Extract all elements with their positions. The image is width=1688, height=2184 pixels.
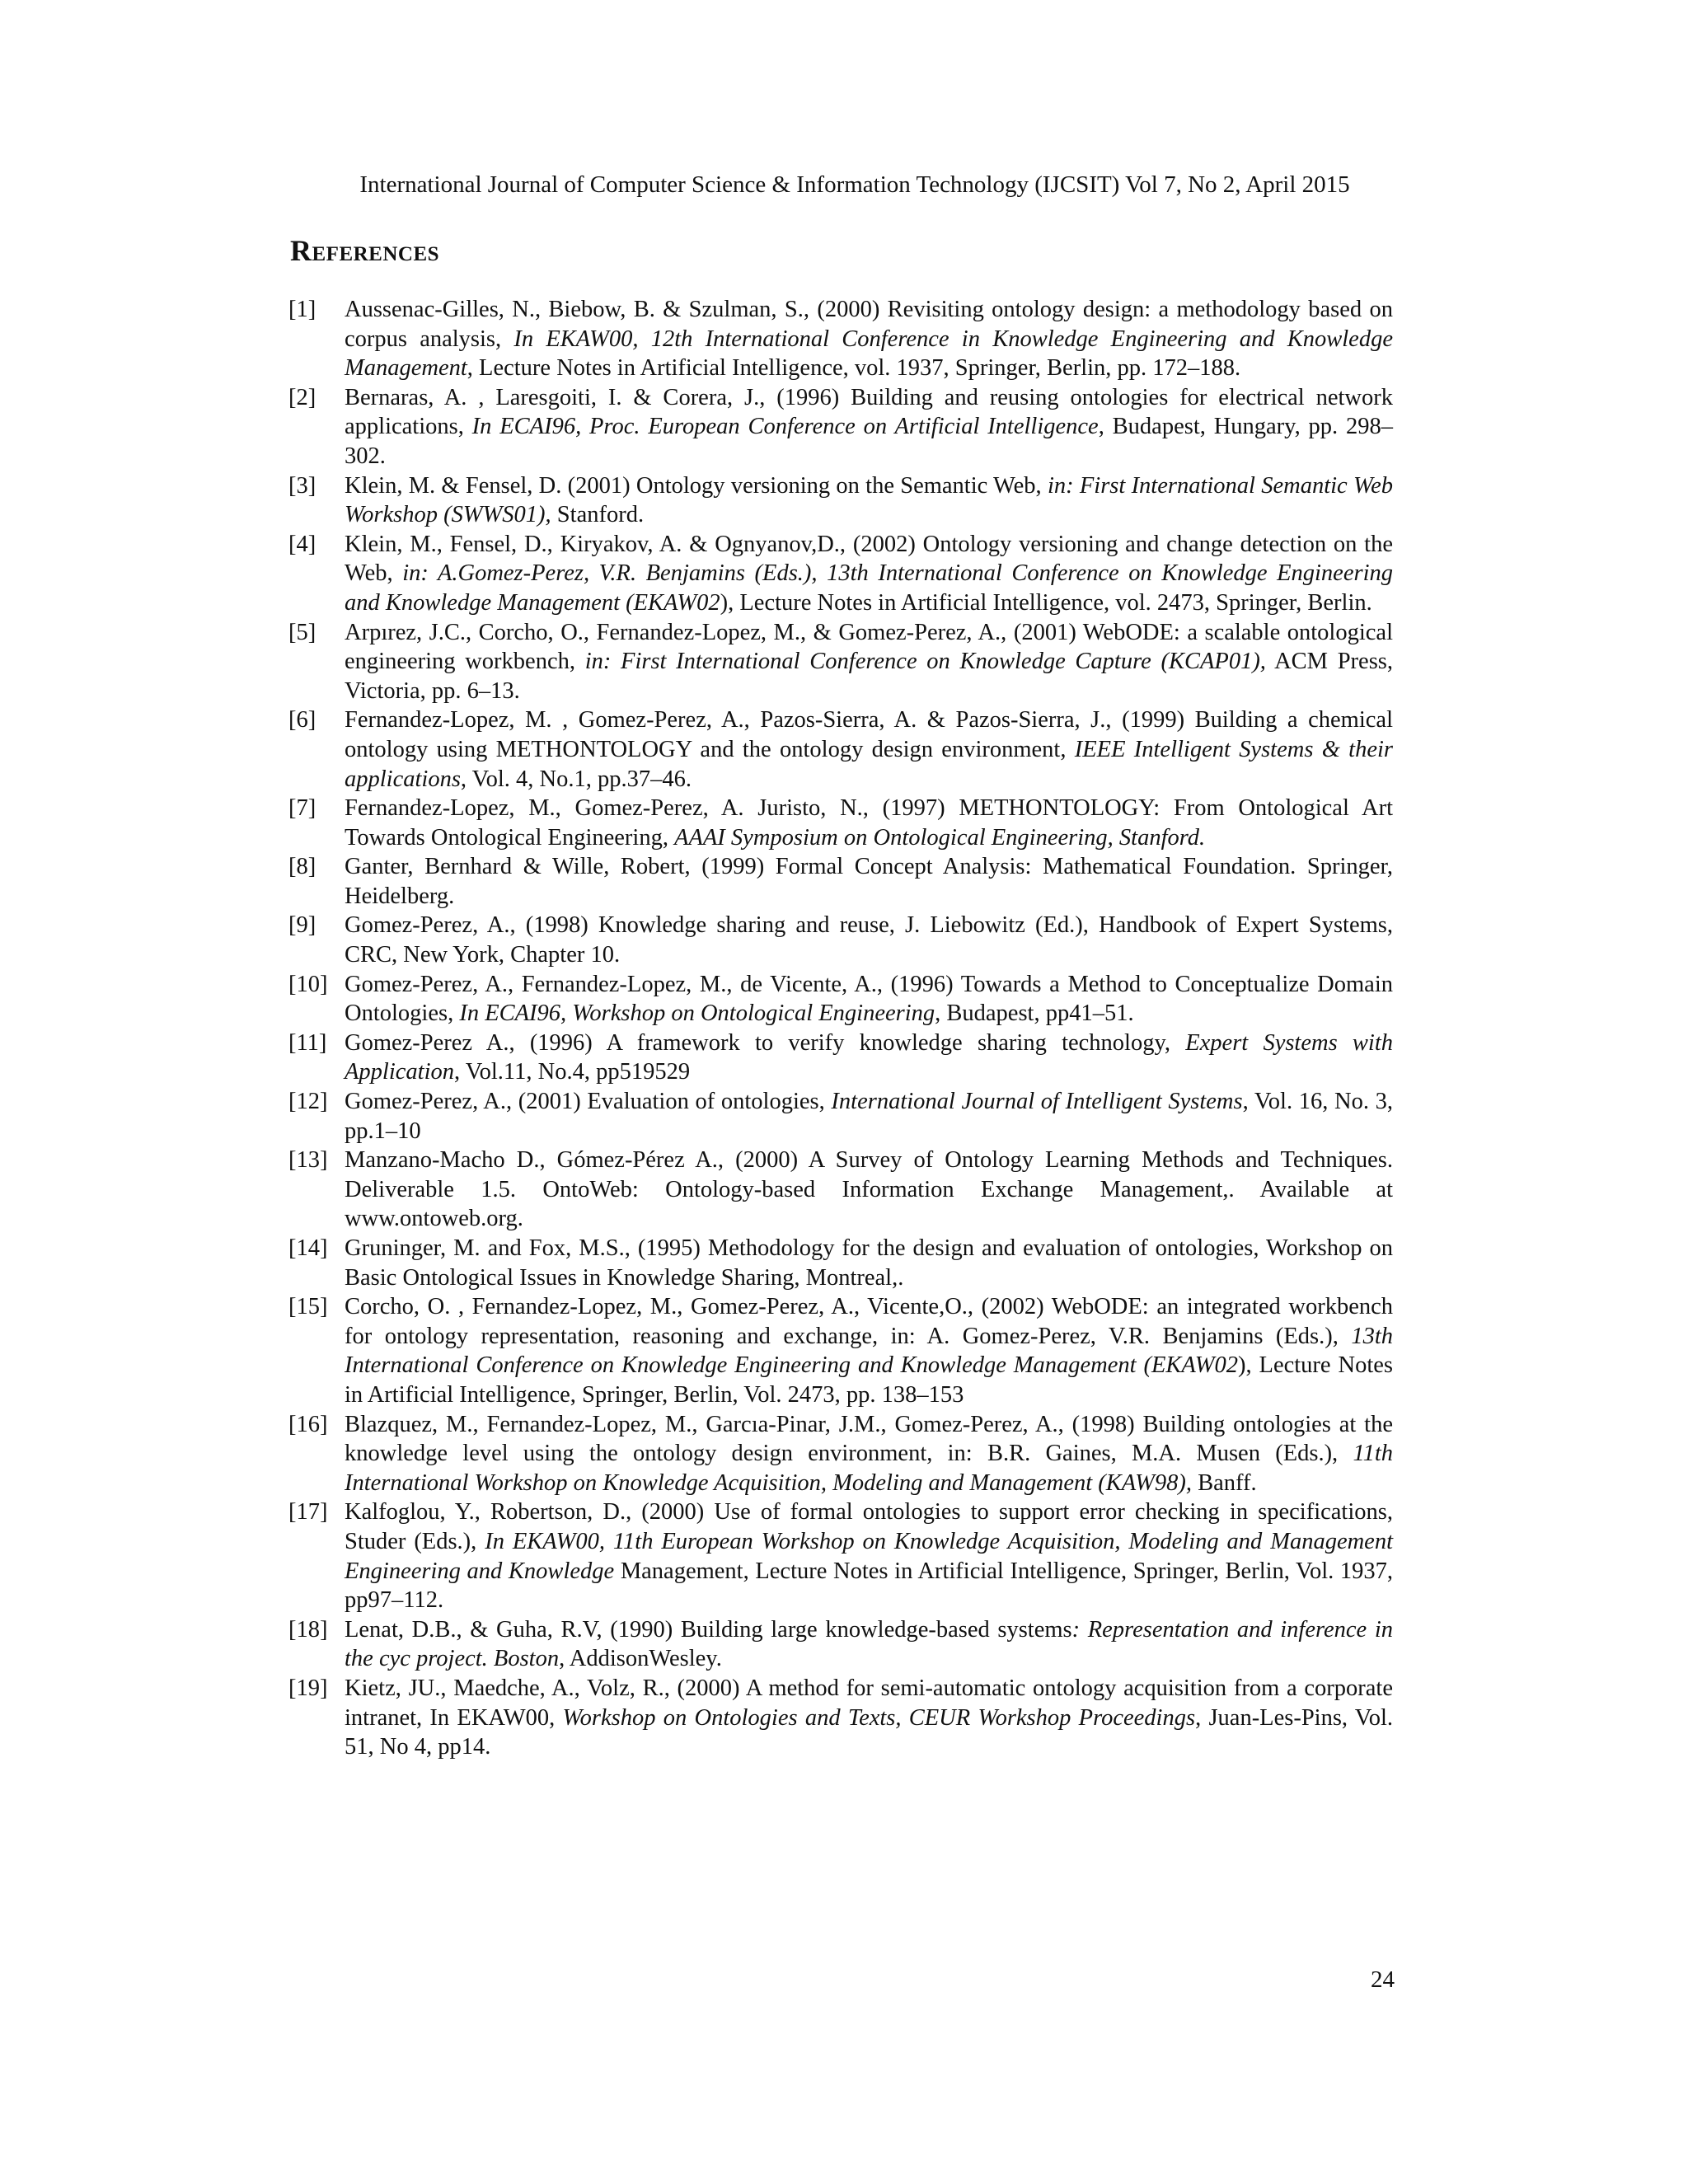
reference-italic-segment: Workshop on Ontologies and Texts, CEUR Workshop Proceedings — [562, 1704, 1196, 1731]
reference-segment: ACM Press, Victoria, pp. 6–13. — [345, 649, 1393, 704]
section-heading-references: References — [290, 234, 440, 267]
reference-italic-segment: : Representation and inference in the cyc project. Boston — [345, 1616, 1393, 1672]
reference-italic-segment: AAAI Symposium on Ontological Engineering, Stanford. — [674, 824, 1206, 851]
reference-number: [2] — [288, 384, 316, 410]
reference-number: [4] — [288, 531, 316, 557]
reference-segment: Banff. — [1192, 1469, 1257, 1496]
reference-italic-segment: in: First International Conference on Knowledge Capture (KCAP01), — [584, 649, 1266, 675]
reference-item — [288, 970, 1393, 1029]
reference-number: [5] — [288, 619, 316, 645]
reference-number: [7] — [288, 795, 316, 822]
reference-number: [9] — [288, 912, 316, 939]
reference-number: [14] — [288, 1235, 328, 1261]
reference-text — [345, 1292, 1393, 1409]
reference-number: [18] — [288, 1616, 328, 1643]
reference-segment: , AddisonWesley. — [559, 1646, 722, 1672]
reference-number: [8] — [288, 854, 316, 880]
reference-item — [288, 852, 1393, 911]
reference-text — [345, 618, 1393, 706]
reference-item — [288, 1410, 1393, 1498]
reference-item — [288, 1615, 1393, 1674]
reference-segment: Management, Lecture Notes in Artificial Intelligence, Springer, Berlin, Vol. 1937, pp97–112. — [345, 1558, 1394, 1614]
reference-segment: , Vol.11, No.4, pp519529 — [453, 1059, 691, 1085]
reference-text — [345, 1615, 1393, 1674]
reference-item — [288, 618, 1393, 706]
reference-number: [10] — [288, 971, 328, 997]
reference-segment: , Vol. 16, No. 3, pp.1–10 — [345, 1089, 1393, 1144]
reference-text — [345, 1146, 1393, 1234]
reference-segment: Kalfoglou, Y., Robertson, D., (2000) Use of formal ontologies to support error checking in specifications, Studer (Eds.), — [345, 1499, 1393, 1554]
reference-segment: Blazquez, M., Fernandez-Lopez, M., Garcıa-Pinar, J.M., Gomez-Perez, A., (1998) Building ontologies at the knowledge level using the ontology design environment, in: B.R. Gaines, M.A. Musen (Eds.), — [345, 1411, 1393, 1467]
reference-segment: Gruninger, M. and Fox, M.S., (1995) Methodology for the design and evaluation of ontologies, Workshop on Basic Ontological Issues in Knowledge Sharing, Montreal,. — [345, 1235, 1393, 1291]
reference-segment: Gomez-Perez, A., Fernandez-Lopez, M., de Vicente, A., (1996) Towards a Method to Conceptualize Domain Ontologies, — [345, 971, 1393, 1027]
reference-segment: Gomez-Perez, A., (1998) Knowledge sharing and reuse, J. Liebowitz (Ed.), Handbook of Expert Systems, CRC, New York, Chapter 10. — [345, 912, 1393, 968]
reference-number: [19] — [288, 1675, 328, 1701]
reference-text — [345, 1087, 1393, 1146]
reference-segment: , Vol. 4, No.1, pp.37–46. — [460, 766, 692, 792]
reference-italic-segment: IEEE Intelligent Systems & their applications — [345, 736, 1393, 792]
reference-segment: Gomez-Perez, A., (2001) Evaluation of ontologies, — [345, 1089, 832, 1115]
reference-item — [288, 1234, 1393, 1292]
reference-number: [15] — [288, 1294, 328, 1320]
reference-text — [345, 1029, 1393, 1087]
reference-number: [3] — [288, 472, 316, 499]
reference-list — [288, 295, 1393, 1762]
reference-item — [288, 1674, 1393, 1762]
reference-text — [345, 794, 1393, 852]
reference-italic-segment: 11th International Workshop on Knowledge Acquisition, Modeling and Management (KAW98), — [345, 1441, 1393, 1496]
reference-text — [345, 705, 1393, 794]
reference-italic-segment: In EKAW00, 11th European Workshop on Knowledge Acquisition, Modeling and Management Engineering and Knowledge — [345, 1528, 1393, 1584]
reference-number: [17] — [288, 1499, 328, 1526]
reference-italic-segment: In EKAW00, 12th International Conference in Knowledge Engineering and Knowledge Management — [345, 326, 1393, 382]
reference-segment: Fernandez-Lopez, M. , Gomez-Perez, A., Pazos-Sierra, A. & Pazos-Sierra, J., (1999) Building a chemical ontology using METHONTOLOGY and the ontology design environment, — [345, 707, 1393, 762]
reference-italic-segment: 13th International Conference on Knowledge Engineering and Knowledge Management (EKAW02 — [345, 1323, 1393, 1379]
reference-text — [345, 852, 1393, 911]
reference-segment: Corcho, O. , Fernandez-Lopez, M., Gomez-Perez, A., Vicente,O., (2002) WebODE: an integrated workbench for ontology representation, reasoning and exchange, in: A. Gomez-Perez, V.R. Benjamins (Eds.), — [345, 1294, 1393, 1349]
reference-text — [345, 1497, 1393, 1615]
running-header: International Journal of Computer Science & Information Technology (IJCSIT) Vol 7, No 2, April 2015 — [359, 171, 1350, 198]
reference-segment: , Lecture Notes in Artificial Intelligence, vol. 1937, Springer, Berlin, pp. 172–188. — [467, 355, 1241, 382]
reference-item — [288, 1497, 1393, 1615]
reference-item — [288, 1087, 1393, 1146]
reference-text — [345, 911, 1393, 969]
reference-segment: Stanford. — [551, 502, 645, 528]
reference-segment: Manzano-Macho D., Gómez-Pérez A., (2000) A Survey of Ontology Learning Methods and Techniques. Deliverable 1.5. OntoWeb: Ontology-based Information Exchange Management,. Available at www.ontoweb.org. — [345, 1147, 1393, 1232]
reference-item — [288, 1292, 1393, 1409]
reference-item — [288, 295, 1393, 383]
reference-italic-segment: International Journal of Intelligent Systems — [831, 1089, 1243, 1115]
reference-item — [288, 911, 1393, 969]
reference-text — [345, 471, 1393, 530]
reference-number: [12] — [288, 1089, 328, 1115]
page-number: 24 — [1371, 1966, 1395, 1993]
reference-italic-segment: in: First International Semantic Web Workshop (SWWS01), — [345, 472, 1393, 528]
reference-segment: Arpırez, J.C., Corcho, O., Fernandez-Lopez, M., & Gomez-Perez, A., (2001) WebODE: a scalable ontological engineering workbench, — [345, 619, 1393, 675]
reference-text — [345, 1234, 1393, 1292]
reference-item — [288, 794, 1393, 852]
reference-segment: Aussenac-Gilles, N., Biebow, B. & Szulman, S., (2000) Revisiting ontology design: a methodology based on corpus analysis, — [345, 297, 1393, 352]
reference-segment: Fernandez-Lopez, M., Gomez-Perez, A. Juristo, N., (1997) METHONTOLOGY: From Ontological Art Towards Ontological Engineering, — [345, 795, 1393, 851]
reference-segment: ), Lecture Notes in Artificial Intelligence, Springer, Berlin, Vol. 2473, pp. 138–153 — [345, 1352, 1393, 1408]
reference-text — [345, 1410, 1393, 1498]
reference-text — [345, 295, 1393, 383]
reference-text — [345, 970, 1393, 1029]
reference-segment: Lenat, D.B., & Guha, R.V, (1990) Building large knowledge-based systems — [345, 1616, 1072, 1643]
reference-number: [6] — [288, 707, 316, 733]
reference-number: [11] — [288, 1029, 327, 1056]
reference-segment: , Juan-Les-Pins, Vol. 51, No 4, pp14. — [345, 1704, 1394, 1760]
reference-italic-segment: In ECAI96, Workshop on Ontological Engineering — [459, 1001, 935, 1027]
reference-text — [345, 383, 1393, 471]
reference-text — [345, 530, 1393, 618]
reference-segment: Kietz, JU., Maedche, A., Volz, R., (2000) A method for semi-automatic ontology acquisition from a corporate intranet, In EKAW00, — [345, 1675, 1393, 1731]
reference-number: [13] — [288, 1147, 328, 1174]
reference-number: [16] — [288, 1411, 328, 1437]
reference-segment: Klein, M., Fensel, D., Kiryakov, A. & Ognyanov,D., (2002) Ontology versioning and change detection on the Web, — [345, 531, 1393, 587]
reference-number: [1] — [288, 297, 316, 322]
reference-segment: , Budapest, Hungary, pp. 298–302. — [345, 414, 1393, 469]
reference-segment: Gomez-Perez A., (1996) A framework to verify knowledge sharing technology, — [345, 1029, 1186, 1056]
reference-italic-segment: Expert Systems with Application — [345, 1029, 1394, 1085]
reference-item — [288, 705, 1393, 794]
reference-segment: Ganter, Bernhard & Wille, Robert, (1999) Formal Concept Analysis: Mathematical Foundation. Springer, Heidelberg. — [345, 854, 1393, 909]
reference-segment: ), Lecture Notes in Artificial Intelligence, vol. 2473, Springer, Berlin. — [720, 589, 1372, 616]
reference-italic-segment: In ECAI96, Proc. European Conference on Artificial Intelligence — [471, 414, 1099, 440]
reference-segment: Bernaras, A. , Laresgoiti, I. & Corera, J., (1996) Building and reusing ontologies for electrical network applications, — [345, 384, 1393, 440]
reference-italic-segment: in: A.Gomez-Perez, V.R. Benjamins (Eds.), 13th International Conference on Knowledge Engineering and Knowledge Management (EKAW02 — [345, 560, 1393, 616]
reference-item — [288, 383, 1393, 471]
reference-segment: Klein, M. & Fensel, D. (2001) Ontology versioning on the Semantic Web, — [345, 472, 1048, 499]
reference-item — [288, 1146, 1393, 1234]
reference-segment: , Budapest, pp41–51. — [935, 1001, 1134, 1027]
reference-item — [288, 530, 1393, 618]
reference-item — [288, 1029, 1393, 1087]
reference-item — [288, 471, 1393, 530]
reference-text — [345, 1674, 1393, 1762]
